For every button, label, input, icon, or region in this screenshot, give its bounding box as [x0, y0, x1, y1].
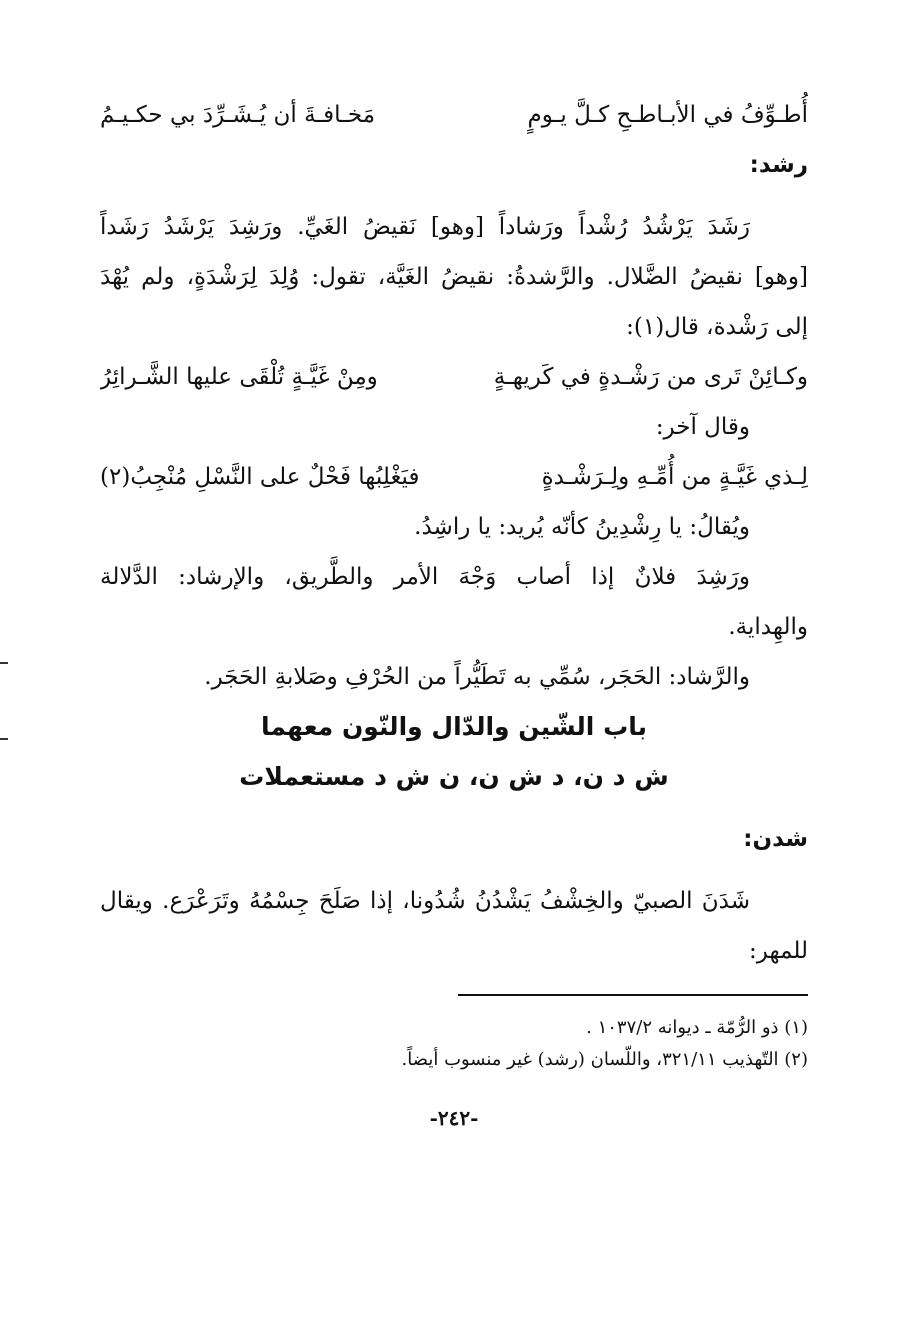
page-number: -٢٤٢-	[429, 1106, 479, 1130]
paragraph-line: وقال آخر:	[655, 414, 750, 440]
spacer	[100, 802, 808, 814]
scan-edge-mark	[0, 738, 8, 740]
footnote: (٢) التّهذيب ٣٢١/١١، واللّسان (رشد) غير منسوب أيضاً.	[401, 1049, 808, 1070]
section-title: باب الشّين والدّال والنّون معهما	[261, 712, 647, 741]
footnote-separator	[458, 994, 808, 996]
verse-line	[100, 90, 808, 140]
verse-hemistich-right: وكـائِنْ تَرى من رَشْـدةٍ في كَريهـةٍ	[493, 364, 808, 390]
scan-edge-mark	[0, 662, 8, 664]
paragraph-line: ويُقالُ: يا رِشْدِينُ كأنّه يُريد: يا راشِدُ.	[414, 514, 750, 540]
paragraph-line: ورَشِدَ فلانٌ إذا أصاب وَجْهَ الأمر والطَّريق، والإرشاد: الدَّلالة	[100, 564, 750, 590]
entry-heading-rushd: رشد:	[749, 152, 808, 178]
paragraph-line: والهِداية.	[728, 614, 808, 640]
spacer	[100, 864, 808, 876]
paragraph-line: [وهو] نقيضُ الضَّلال. والرَّشدةُ: نقيضُ الغَيَّة، تقول: وُلِدَ لِرَشْدَةٍ، ولم يُهْدَ	[100, 264, 808, 290]
verse-hemistich-right: أُطـوِّفُ في الأبـاطـحِ كـلَّ يـومٍ	[527, 102, 808, 128]
paragraph-line: رَشَدَ يَرْشُدُ رُشْداً ورَشاداً [وهو] نَقيضُ الغَيِّ. ورَشِدَ يَرْشَدُ رَشَداً	[100, 214, 750, 240]
verse-hemistich-left: مَخـافـةَ أن يُـشَـرِّدَ بي حكـيـمُ	[100, 102, 376, 128]
paragraph-line: والرَّشاد: الحَجَر، سُمِّي به تَطَيُّراً من الحُرْفِ وصَلابةِ الحَجَر.	[204, 664, 750, 690]
footnote: (١) ذو الرُّمّة ـ ديوانه ١٠٣٧/٢ .	[586, 1017, 808, 1038]
document-page	[100, 90, 808, 1138]
paragraph-line: شَدَنَ الصبيّ والخِشْفُ يَشْدُنُ شُدُونا، إذا صَلَحَ جِسْمُهُ وتَرَعْرَع. ويقال	[100, 888, 750, 914]
paragraph-line: للمهر:	[749, 938, 808, 964]
entry-heading-shadan: شدن:	[743, 826, 808, 852]
verse-hemistich-left: ومِنْ غَيَّـةٍ تُلْقَى عليها الشَّـرائِرُ	[100, 364, 378, 390]
verse-hemistich-right: لِـذي غَيَّـةٍ من أُمِّـهِ ولِـرَشْـدةٍ	[541, 464, 808, 490]
verse-line	[100, 452, 808, 502]
spacer	[100, 190, 808, 202]
verse-hemistich-left: فيَغْلِبُها فَحْلٌ على النَّسْلِ مُنْجِبُ(٢)	[100, 464, 420, 490]
verse-line	[100, 352, 808, 402]
section-subtitle: ش د ن، د ش ن، ن ش د مستعملات	[239, 762, 669, 791]
paragraph-line: إلى رَشْدة، قال(١):	[626, 314, 808, 340]
